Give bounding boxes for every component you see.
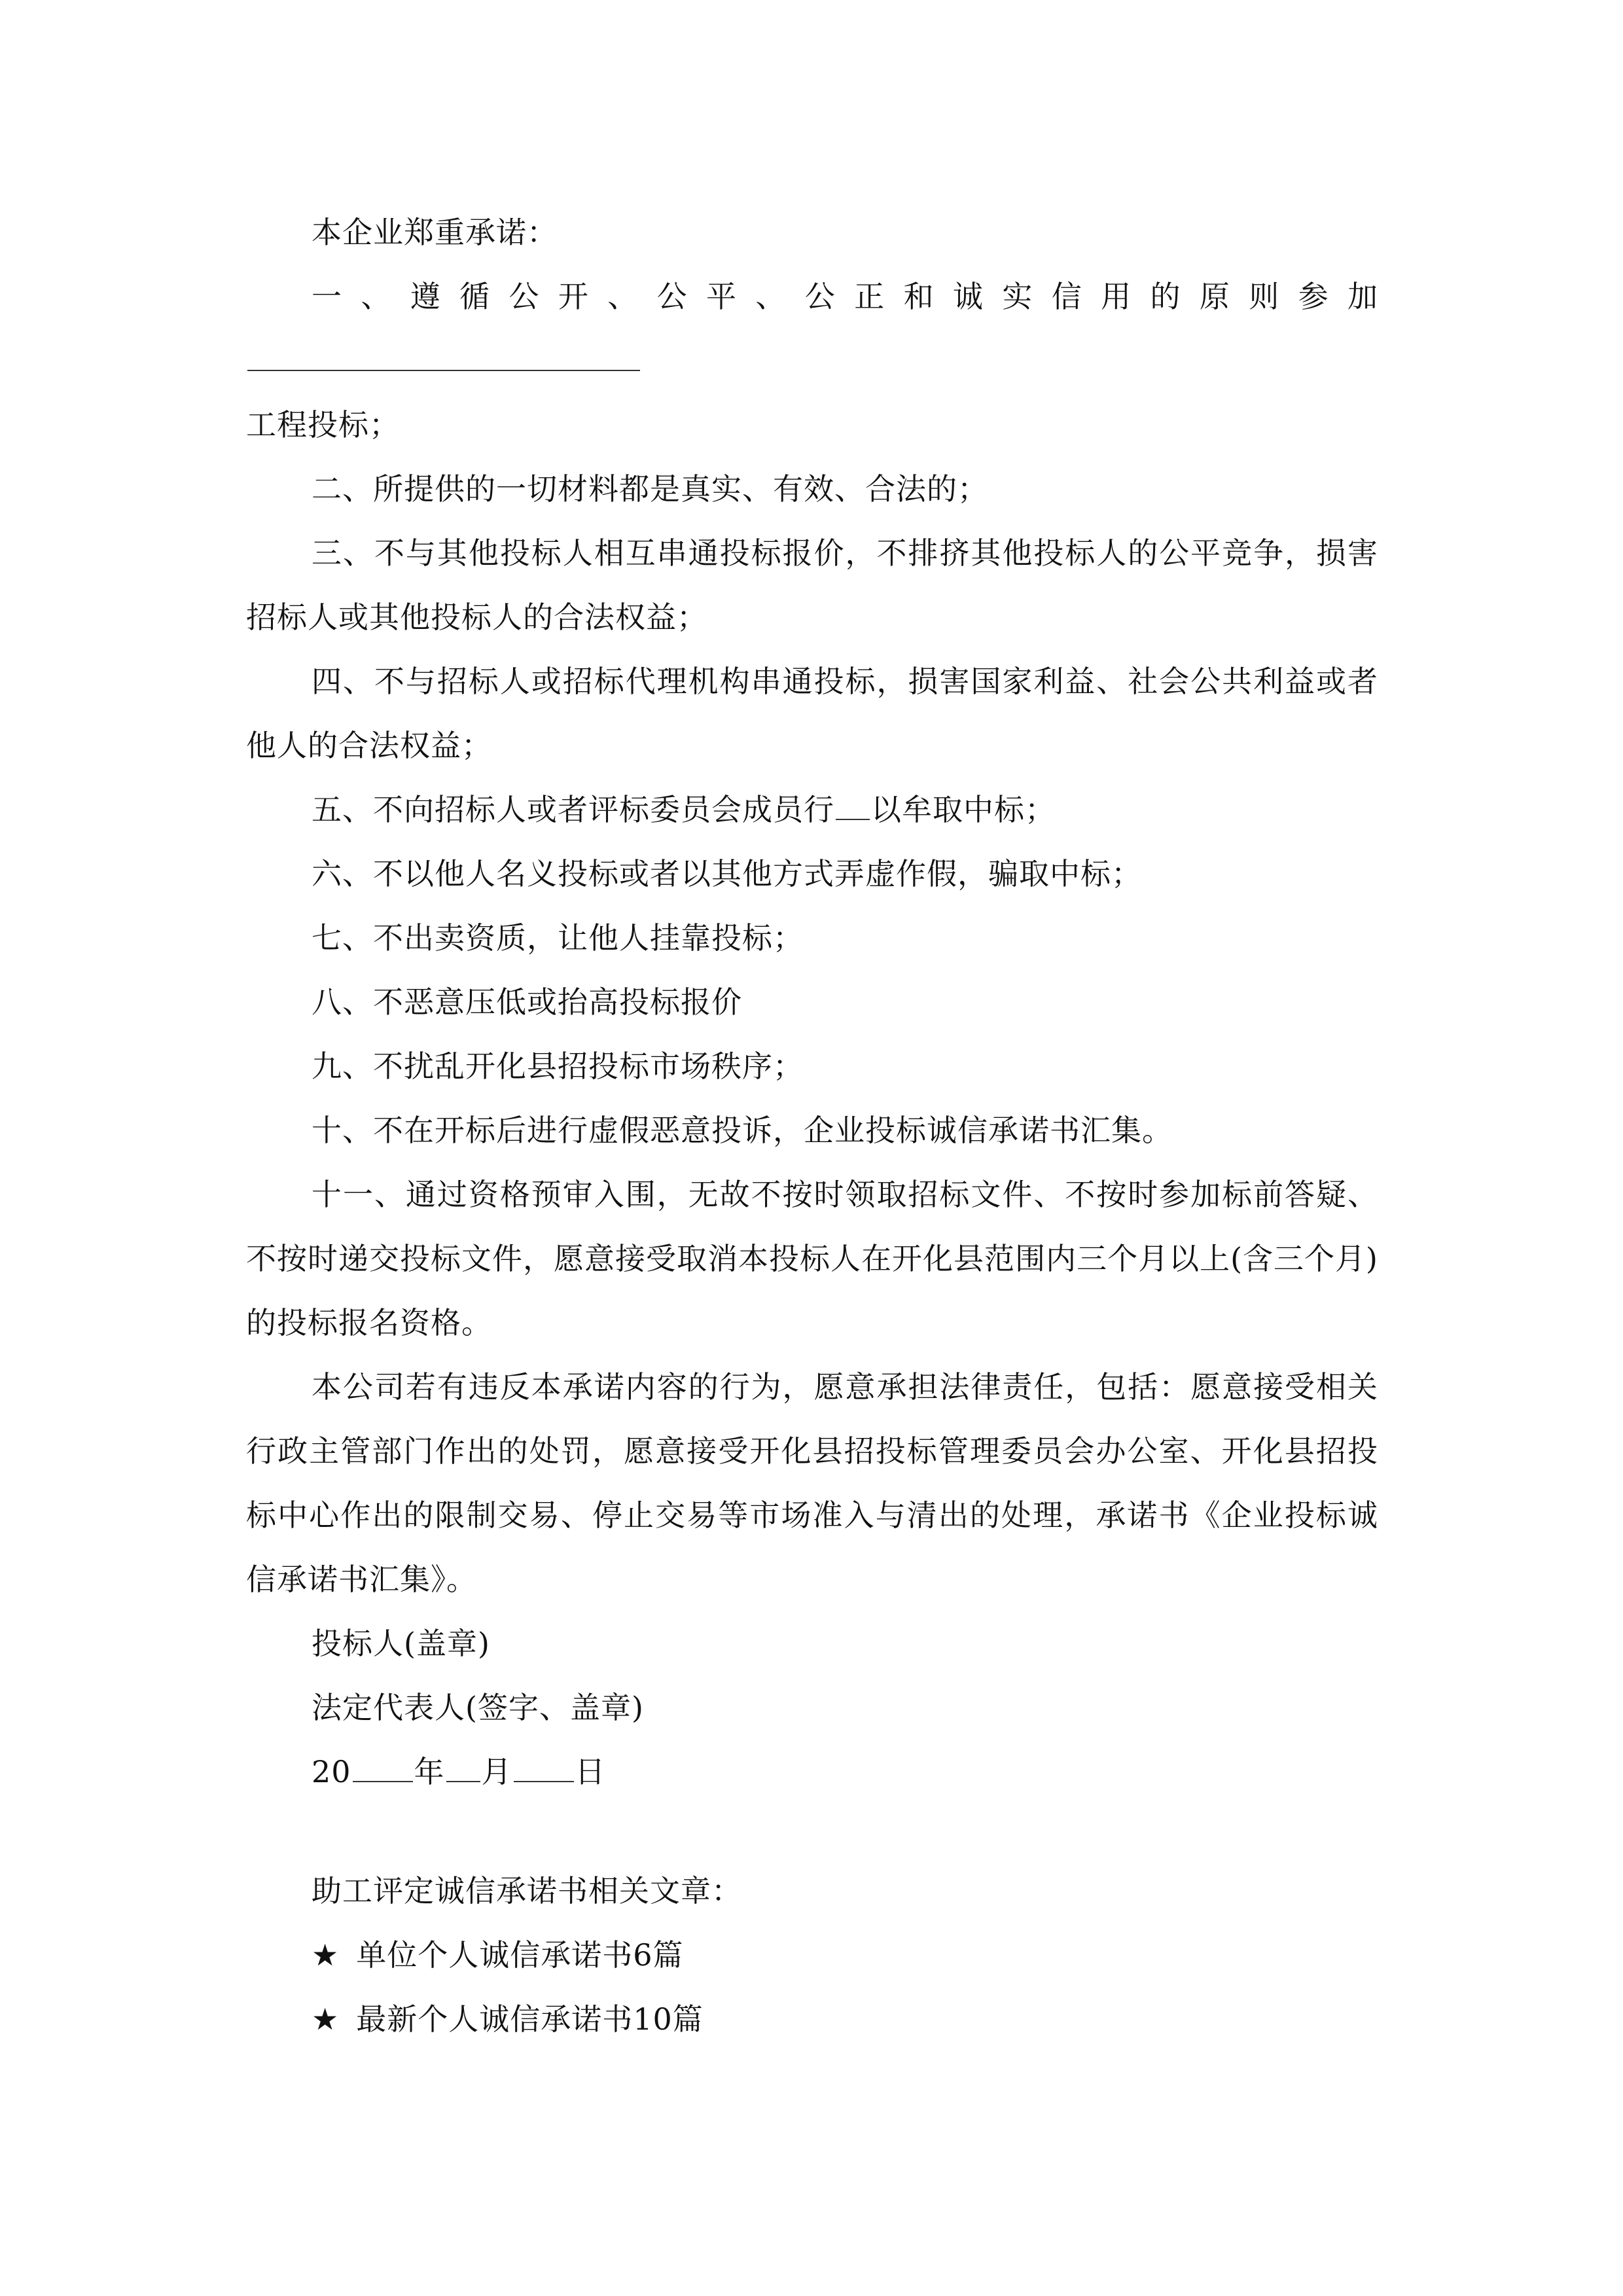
project-name-blank bbox=[247, 340, 640, 371]
clause-1-text: 一、遵循公开、公平、公正和诚实信用的原则参加 bbox=[312, 279, 1378, 314]
related-item-label[interactable]: 单位个人诚信承诺书6篇 bbox=[356, 1937, 684, 1973]
clause-6: 六、不以他人名义投标或者以其他方式弄虚作假，骗取中标； bbox=[312, 856, 1142, 891]
bidder-seal-line: 投标人(盖章) bbox=[312, 1626, 490, 1661]
related-item[interactable] bbox=[246, 1923, 1378, 1987]
day-blank bbox=[514, 1751, 574, 1782]
clause-5-text: 五、不向招标人或者评标委员会成员行 bbox=[312, 792, 834, 827]
clause-1-continued: 工程投标； bbox=[246, 407, 400, 442]
date-year-label: 年 bbox=[414, 1754, 445, 1789]
clause-7: 七、不出卖资质，让他人挂靠投标； bbox=[312, 920, 804, 956]
month-blank bbox=[446, 1751, 480, 1782]
star-icon: ★ bbox=[312, 2001, 340, 2037]
clause-5-blank bbox=[836, 789, 870, 820]
related-item[interactable] bbox=[246, 1987, 1378, 2051]
year-blank bbox=[353, 1751, 413, 1782]
clause-1 bbox=[246, 264, 1378, 393]
clause-5-end: 以牟取中标； bbox=[871, 792, 1056, 827]
related-articles bbox=[246, 1859, 1378, 2051]
related-item-label[interactable]: 最新个人诚信承诺书10篇 bbox=[356, 2001, 704, 2037]
clause-10: 十、不在开标后进行虚假恶意投诉，企业投标诚信承诺书汇集。 bbox=[312, 1113, 1173, 1148]
liability-statement: 本公司若有违反本承诺内容的行为，愿意承担法律责任，包括：愿意接受相关行政主管部门作出的处罚，愿意接受开化县招投标管理委员会办公室、开化县招投标中心作出的限制交易、停止交易等市场准入与清出的处理，承诺书《企业投标诚信承诺书汇集》。 bbox=[246, 1369, 1378, 1597]
date-day-label: 日 bbox=[575, 1754, 606, 1789]
date-month-label: 月 bbox=[481, 1754, 512, 1789]
legal-rep-line: 法定代表人(签字、盖章) bbox=[312, 1690, 644, 1725]
intro-line: 本企业郑重承诺： bbox=[312, 215, 558, 250]
related-heading: 助工评定诚信承诺书相关文章： bbox=[312, 1873, 742, 1909]
clause-11: 十一、通过资格预审入围，无故不按时领取招标文件、不按时参加标前答疑、不按时递交投标文件，愿意接受取消本投标人在开化县范围内三个月以上(含三个月)的投标报名资格。 bbox=[246, 1177, 1378, 1340]
commitment-body bbox=[246, 200, 1378, 1804]
clause-8: 八、不恶意压低或抬高投标报价 bbox=[312, 984, 742, 1020]
clause-2: 二、所提供的一切材料都是真实、有效、合法的； bbox=[312, 471, 988, 507]
date-prefix: 20 bbox=[312, 1754, 351, 1789]
star-icon: ★ bbox=[312, 1937, 340, 1973]
clause-3: 三、不与其他投标人相互串通投标报价，不排挤其他投标人的公平竞争，损害招标人或其他投标人的合法权益； bbox=[246, 535, 1378, 635]
clause-9: 九、不扰乱开化县招投标市场秩序； bbox=[312, 1049, 804, 1084]
clause-4: 四、不与招标人或招标代理机构串通投标，损害国家利益、社会公共利益或者他人的合法权益； bbox=[246, 664, 1378, 763]
date-line bbox=[246, 1740, 1378, 1804]
clause-5 bbox=[246, 778, 1378, 842]
